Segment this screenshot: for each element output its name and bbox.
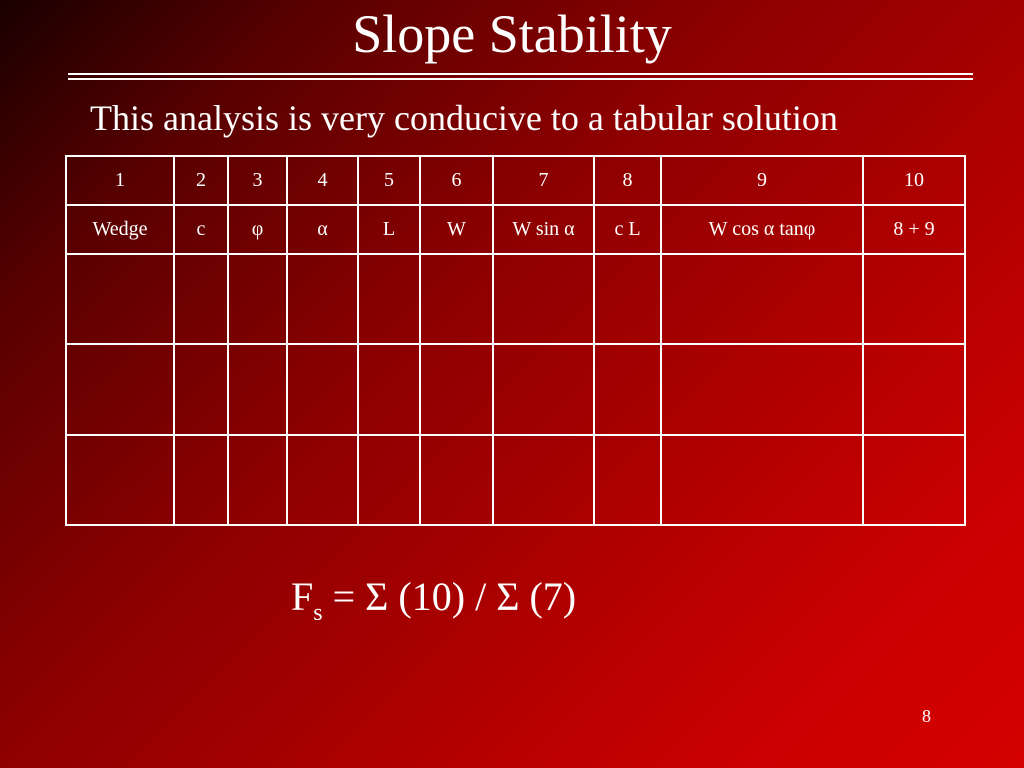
table-row [66,435,965,526]
table-cell [661,254,863,344]
table-row [66,344,965,434]
column-number-cell: 7 [493,156,594,205]
table-cell [66,254,174,344]
table-cell [863,254,965,344]
table-cell [594,435,661,526]
table-cell [594,344,661,434]
column-symbol-row [66,205,965,254]
table-cell [66,435,174,526]
table-cell [66,344,174,434]
table-cell [228,254,287,344]
table-cell [420,435,493,526]
table-cell [420,344,493,434]
solution-table [65,155,966,526]
column-symbol-cell: W [420,205,493,254]
column-number-cell: 5 [358,156,420,205]
formula-rhs: = Σ (10) / Σ (7) [322,574,577,619]
table-cell [174,435,228,526]
table-cell [863,435,965,526]
column-number-cell: 10 [863,156,965,205]
column-symbol-cell: W sin α [493,205,594,254]
table-cell [287,435,358,526]
column-number-cell: 4 [287,156,358,205]
column-number-cell: 2 [174,156,228,205]
table-cell [358,254,420,344]
column-symbol-cell: 8 + 9 [863,205,965,254]
column-number-row [66,156,965,205]
table-cell [228,435,287,526]
table-cell [661,344,863,434]
table-cell [228,344,287,434]
formula-lhs-symbol: F [291,574,314,619]
column-symbol-cell: α [287,205,358,254]
title-divider-bottom [68,78,973,80]
slide-title: Slope Stability [352,4,672,64]
column-symbol-cell: W cos α tanφ [661,205,863,254]
table-cell [493,344,594,434]
table-cell [174,254,228,344]
column-symbol-cell: φ [228,205,287,254]
page-number: 8 [922,706,931,726]
column-symbol-cell: Wedge [66,205,174,254]
column-number-cell: 1 [66,156,174,205]
table-cell [358,435,420,526]
table-cell [287,254,358,344]
table-cell [493,435,594,526]
table-cell [594,254,661,344]
title-divider-top [68,73,973,75]
column-number-cell: 3 [228,156,287,205]
table-cell [287,344,358,434]
table-cell [420,254,493,344]
column-number-cell: 8 [594,156,661,205]
column-symbol-cell: c [174,205,228,254]
table-cell [493,254,594,344]
table-cell [661,435,863,526]
slide-subtitle: This analysis is very conducive to a tabular solution [90,98,838,138]
column-number-cell: 6 [420,156,493,205]
table-cell [174,344,228,434]
column-symbol-cell: c L [594,205,661,254]
column-symbol-cell: L [358,205,420,254]
column-number-cell: 9 [661,156,863,205]
table-cell [358,344,420,434]
table-cell [863,344,965,434]
table-row [66,254,965,344]
formula-lhs-subscript: s [313,600,323,626]
factor-of-safety-formula [291,573,577,626]
